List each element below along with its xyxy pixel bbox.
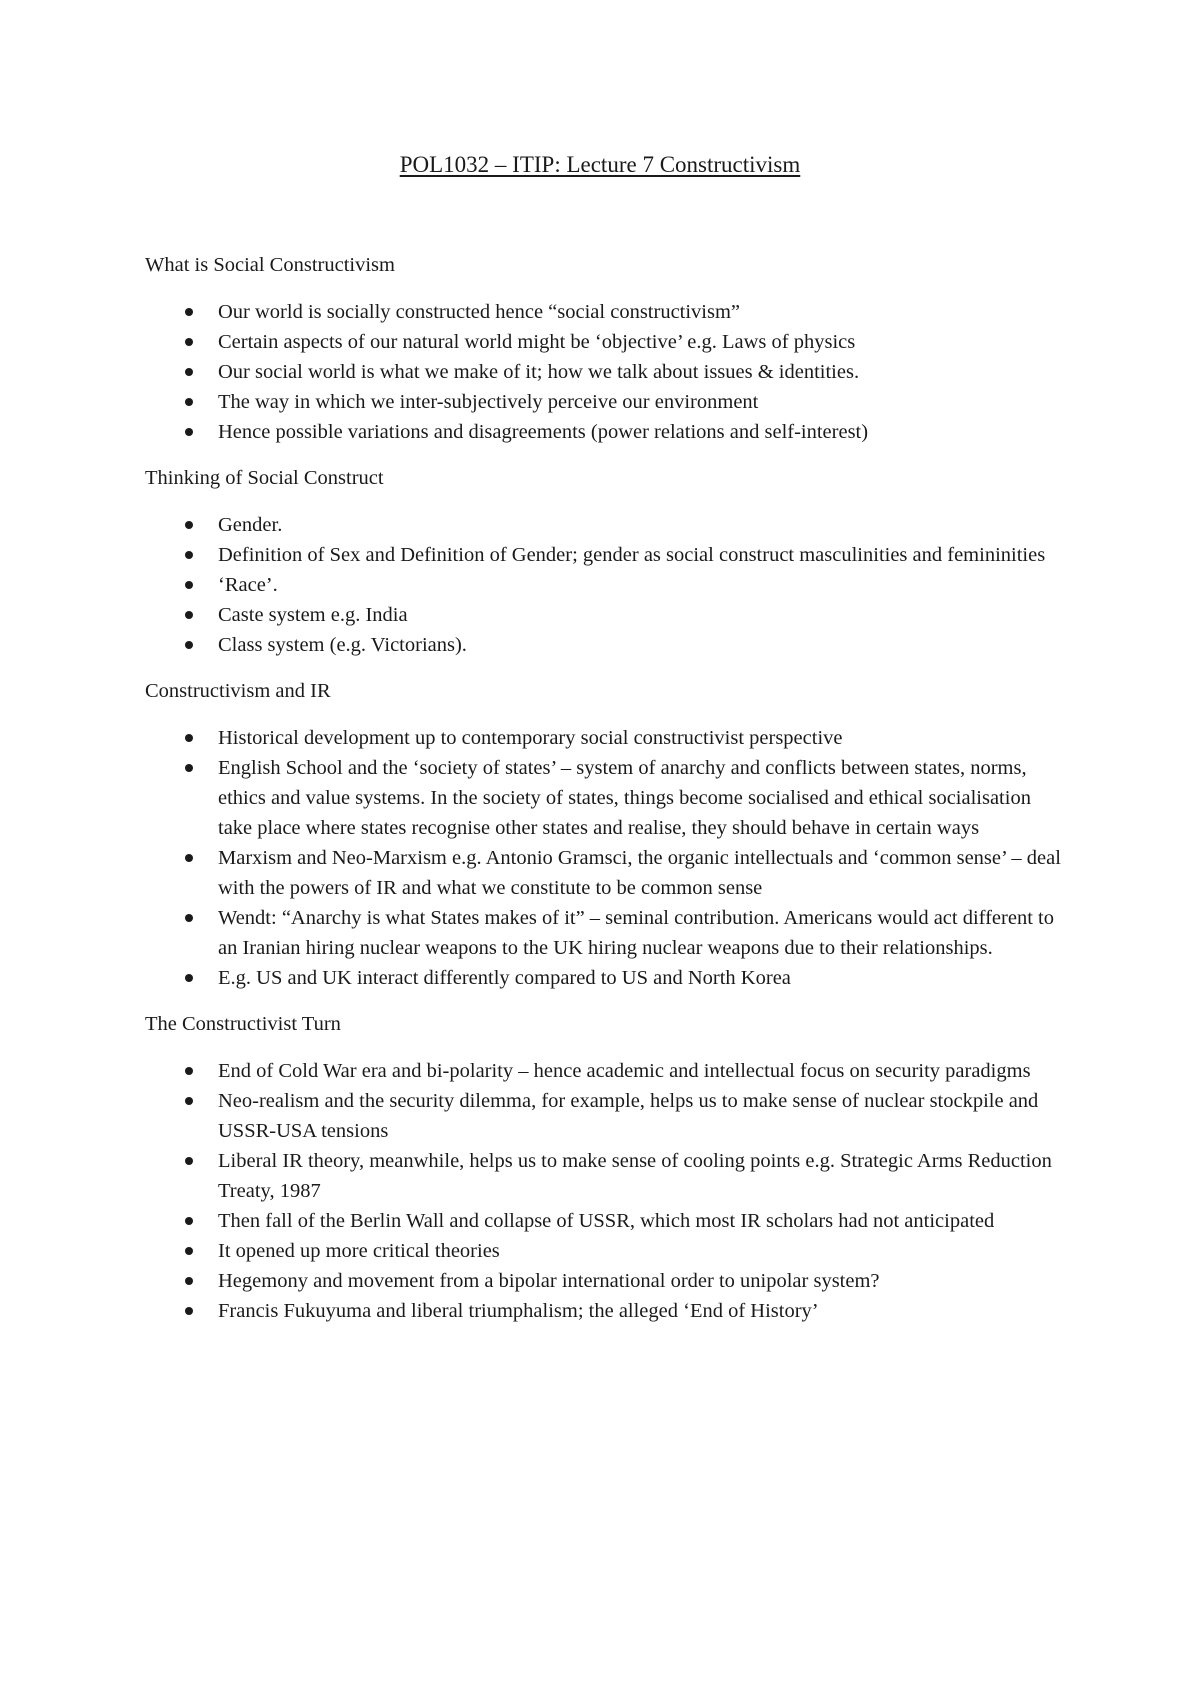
list-item-text: Our social world is what we make of it; how we talk about issues & identities. xyxy=(218,361,860,383)
list-item xyxy=(145,600,1065,630)
list-item-text: The way in which we inter-subjectively perceive our environment xyxy=(218,391,759,413)
list-item-text: Hegemony and movement from a bipolar international order to unipolar system? xyxy=(218,1270,880,1292)
bullet-icon xyxy=(185,1307,193,1315)
list-item-text: Definition of Sex and Definition of Gender; gender as social construct masculinities and femininities xyxy=(218,544,1046,566)
bullet-icon xyxy=(185,581,193,589)
list-item xyxy=(145,387,1065,417)
list-item xyxy=(145,630,1065,660)
bullet-icon xyxy=(185,428,193,436)
bullet-icon xyxy=(185,338,193,346)
bullet-list xyxy=(145,297,1065,447)
list-item xyxy=(145,510,1065,540)
bullet-icon xyxy=(185,308,193,316)
list-item-text: Marxism and Neo-Marxism e.g. Antonio Gramsci, the organic intellectuals and ‘common sense’ – deal with the powers of IR and what we constitute to be common sense xyxy=(218,847,1061,899)
list-item xyxy=(145,903,1065,963)
section-heading: The Constructivist Turn xyxy=(145,1013,341,1035)
list-item xyxy=(145,753,1065,843)
list-item-text: Francis Fukuyuma and liberal triumphalism; the alleged ‘End of History’ xyxy=(218,1300,819,1322)
list-item-text: Caste system e.g. India xyxy=(218,604,408,626)
list-item-text: Liberal IR theory, meanwhile, helps us to make sense of cooling points e.g. Strategic Arms Reduction Treaty, 1987 xyxy=(218,1150,1052,1202)
list-item-text: English School and the ‘society of states’ – system of anarchy and conflicts between states, norms, ethics and value systems. In the society of states, things become socialised and ethical socialisation take place where states recognise other states and realise, they should behave in certain ways xyxy=(218,757,1031,839)
bullet-icon xyxy=(185,1067,193,1075)
list-item xyxy=(145,1056,1065,1086)
bullet-icon xyxy=(185,1097,193,1105)
list-item-text: Certain aspects of our natural world might be ‘objective’ e.g. Laws of physics xyxy=(218,331,856,353)
list-item xyxy=(145,357,1065,387)
list-item-text: ‘Race’. xyxy=(218,574,278,596)
bullet-icon xyxy=(185,1277,193,1285)
bullet-list xyxy=(145,723,1065,993)
bullet-icon xyxy=(185,974,193,982)
list-item-text: Our world is socially constructed hence “social constructivism” xyxy=(218,301,741,323)
bullet-icon xyxy=(185,641,193,649)
section-heading: What is Social Constructivism xyxy=(145,254,395,276)
list-item xyxy=(145,723,1065,753)
list-item xyxy=(145,1146,1065,1206)
list-item-text: Historical development up to contemporary social constructivist perspective xyxy=(218,727,843,749)
bullet-icon xyxy=(185,914,193,922)
bullet-icon xyxy=(185,764,193,772)
list-item xyxy=(145,1236,1065,1266)
document-body xyxy=(145,250,1065,1342)
list-item-text: Hence possible variations and disagreements (power relations and self-interest) xyxy=(218,421,869,443)
list-item xyxy=(145,540,1065,570)
list-item xyxy=(145,1296,1065,1326)
bullet-icon xyxy=(185,1157,193,1165)
page-title: POL1032 – ITIP: Lecture 7 Constructivism xyxy=(399,152,801,177)
list-item-text: Wendt: “Anarchy is what States makes of it” – seminal contribution. Americans would act different to an Iranian hiring nuclear weapons to the UK hiring nuclear weapons due to their relationships. xyxy=(218,907,1054,959)
section-heading: Thinking of Social Construct xyxy=(145,467,384,489)
bullet-icon xyxy=(185,611,193,619)
list-item-text: It opened up more critical theories xyxy=(218,1240,500,1262)
list-item-text: Neo-realism and the security dilemma, for example, helps us to make sense of nuclear stockpile and USSR-USA tensions xyxy=(218,1090,1039,1142)
bullet-icon xyxy=(185,551,193,559)
bullet-icon xyxy=(185,368,193,376)
bullet-icon xyxy=(185,521,193,529)
list-item xyxy=(145,1206,1065,1236)
list-item xyxy=(145,1086,1065,1146)
bullet-icon xyxy=(185,398,193,406)
section-heading: Constructivism and IR xyxy=(145,680,331,702)
list-item xyxy=(145,297,1065,327)
list-item-text: End of Cold War era and bi-polarity – hence academic and intellectual focus on security paradigms xyxy=(218,1060,1031,1082)
list-item xyxy=(145,570,1065,600)
list-item-text: Class system (e.g. Victorians). xyxy=(218,634,467,656)
list-item-text: Gender. xyxy=(218,514,283,536)
bullet-icon xyxy=(185,854,193,862)
bullet-list xyxy=(145,1056,1065,1326)
bullet-icon xyxy=(185,1217,193,1225)
bullet-icon xyxy=(185,1247,193,1255)
list-item xyxy=(145,1266,1065,1296)
bullet-list xyxy=(145,510,1065,660)
bullet-icon xyxy=(185,734,193,742)
list-item xyxy=(145,843,1065,903)
list-item xyxy=(145,417,1065,447)
list-item-text: Then fall of the Berlin Wall and collapse of USSR, which most IR scholars had not anticipated xyxy=(218,1210,995,1232)
list-item xyxy=(145,963,1065,993)
list-item xyxy=(145,327,1065,357)
list-item-text: E.g. US and UK interact differently compared to US and North Korea xyxy=(218,967,791,989)
